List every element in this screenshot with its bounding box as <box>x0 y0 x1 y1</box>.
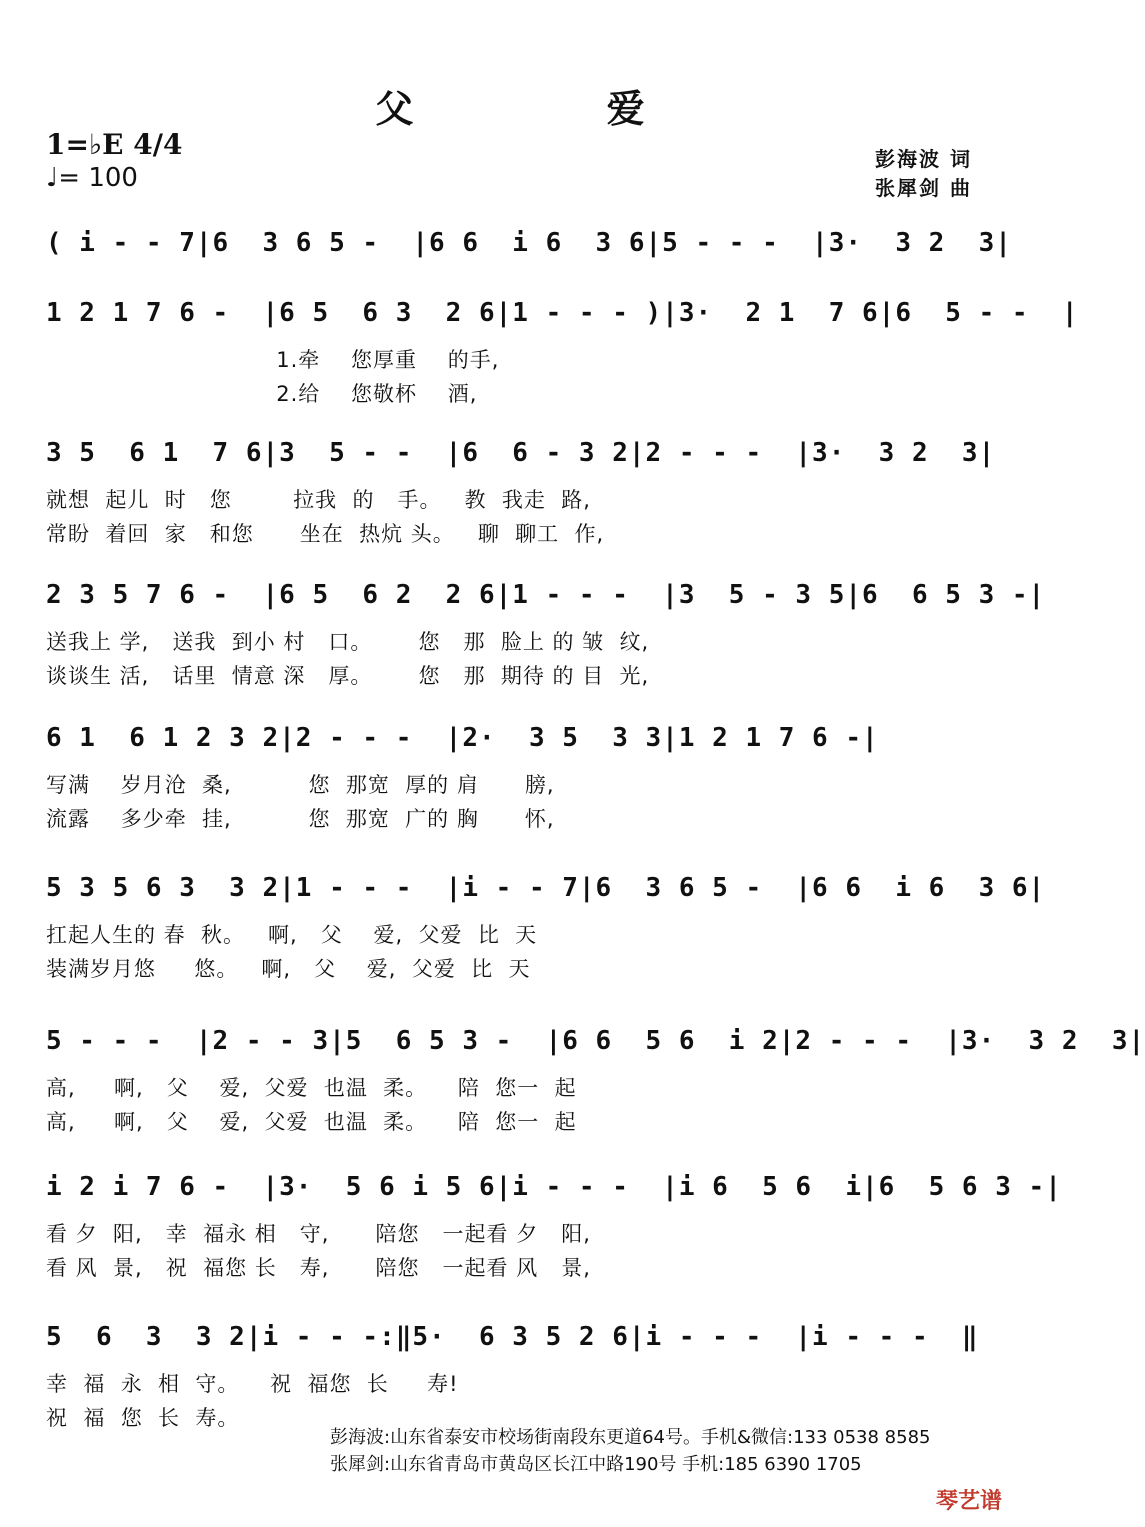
lyric-line: 1.牵 您厚重 的手, <box>46 348 500 372</box>
composer-credit: 张犀剑 曲 <box>875 176 972 200</box>
lyric-line: 送我上 学, 送我 到小 村 口。 您 那 脸上 的 皱 纹, <box>46 630 650 654</box>
notation-line: 5 6 3 3 2|i - - -:‖5· 6 3 5 2 6|i - - - |i - - - ‖ <box>46 1322 979 1352</box>
lyricist-credit: 彭海波 词 <box>875 147 972 171</box>
contact-composer: 张犀剑:山东省青岛市黄岛区长江中路190号 手机:185 6390 1705 <box>330 1454 862 1475</box>
lyric-line: 祝 福 您 长 寿。 <box>46 1406 240 1430</box>
lyric-line: 就想 起儿 时 您 拉我 的 手。 教 我走 路, <box>46 488 591 512</box>
notation-line: 2 3 5 7 6 - |6 5 6 2 2 6|1 - - - |3 5 - 3 5|6 6 5 3 -| <box>46 580 1046 610</box>
notation-line: 5 3 5 6 3 3 2|1 - - - |i - - 7|6 3 6 5 - |6 6 i 6 3 6| <box>46 873 1046 903</box>
notation-line: 6 1 6 1 2 3 2|2 - - - |2· 3 5 3 3|1 2 1 7 6 -| <box>46 723 879 753</box>
notation-line: ( i - - 7|6 3 6 5 - |6 6 i 6 3 6|5 - - - |3· 3 2 3| <box>46 228 1012 258</box>
song-title: 父 爱 <box>375 86 735 131</box>
watermark-logo: 琴艺谱 <box>935 1489 1002 1514</box>
lyric-line: 幸 福 永 相 守。 祝 福您 长 寿! <box>46 1372 459 1396</box>
notation-line: 3 5 6 1 7 6|3 5 - - |6 6 - 3 2|2 - - - |3· 3 2 3| <box>46 438 996 468</box>
notation-line: 5 - - - |2 - - 3|5 6 5 3 - |6 6 5 6 i 2|2 - - - |3· 3 2 3| <box>46 1026 1145 1056</box>
lyric-line: 谈谈生 活, 话里 情意 深 厚。 您 那 期待 的 目 光, <box>46 664 650 688</box>
lyric-line: 看 夕 阳, 幸 福永 相 守, 陪您 一起看 夕 阳, <box>46 1222 591 1246</box>
lyric-line: 高, 啊, 父 爱, 父爱 也温 柔。 陪 您一 起 <box>46 1076 577 1100</box>
lyric-line: 看 风 景, 祝 福您 长 寿, 陪您 一起看 风 景, <box>46 1256 591 1280</box>
lyric-line: 扛起人生的 春 秋。 啊, 父 爱, 父爱 比 天 <box>46 923 538 947</box>
lyric-line: 2.给 您敬杯 酒, <box>46 382 478 406</box>
key-signature: 1=♭E 4/4 <box>46 128 183 161</box>
lyric-line: 流露 多少牵 挂, 您 那宽 广的 胸 怀, <box>46 807 555 831</box>
contact-lyricist: 彭海波:山东省泰安市校场街南段东更道64号。手机&微信:133 0538 8585 <box>330 1427 931 1448</box>
notation-line: 1 2 1 7 6 - |6 5 6 3 2 6|1 - - - )|3· 2 1 7 6|6 5 - - | <box>46 298 1079 328</box>
lyric-line: 常盼 着回 家 和您 坐在 热炕 头。 聊 聊工 作, <box>46 522 605 546</box>
tempo-marking: ♩= 100 <box>46 163 138 193</box>
lyric-line: 装满岁月悠 悠。 啊, 父 爱, 父爱 比 天 <box>46 957 531 981</box>
lyric-line: 高, 啊, 父 爱, 父爱 也温 柔。 陪 您一 起 <box>46 1110 577 1134</box>
notation-line: i 2 i 7 6 - |3· 5 6 i 5 6|i - - - |i 6 5 6 i|6 5 6 3 -| <box>46 1172 1062 1202</box>
lyric-line: 写满 岁月沧 桑, 您 那宽 厚的 肩 膀, <box>46 773 555 797</box>
